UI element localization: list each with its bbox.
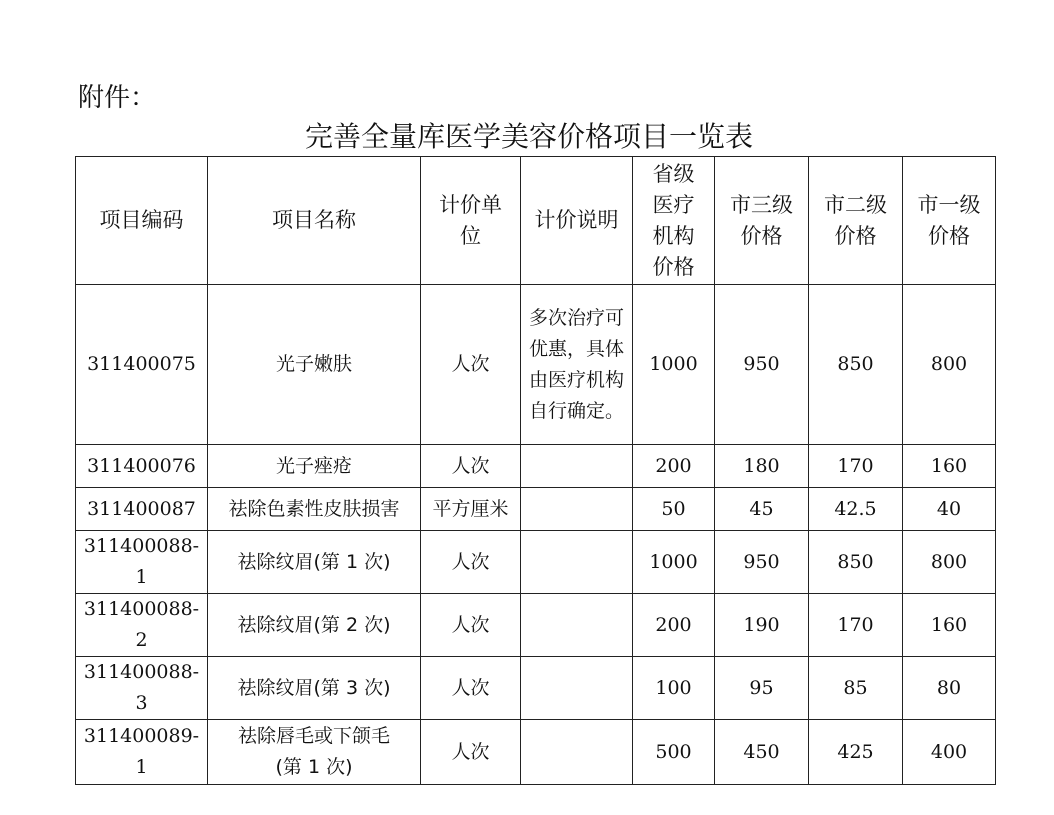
cell-code: 311400076 <box>76 445 208 488</box>
header-note: 计价说明 <box>521 157 633 285</box>
cell-note <box>521 531 633 594</box>
cell-provincial: 500 <box>633 720 715 785</box>
header-code: 项目编码 <box>76 157 208 285</box>
cell-city2: 42.5 <box>809 488 903 531</box>
cell-note <box>521 657 633 720</box>
cell-note: 多次治疗可优惠，具体由医疗机构自行确定。 <box>521 285 633 445</box>
cell-city2: 170 <box>809 594 903 657</box>
cell-code: 311400088-1 <box>76 531 208 594</box>
cell-note <box>521 488 633 531</box>
cell-name: 祛除色素性皮肤损害 <box>208 488 421 531</box>
cell-city1: 160 <box>903 594 996 657</box>
cell-city3: 950 <box>715 285 809 445</box>
table-row <box>76 531 996 594</box>
cell-city2: 170 <box>809 445 903 488</box>
cell-code: 311400087 <box>76 488 208 531</box>
cell-name: 祛除纹眉(第 2 次) <box>208 594 421 657</box>
cell-unit: 人次 <box>421 531 521 594</box>
cell-note <box>521 720 633 785</box>
cell-code: 311400088-3 <box>76 657 208 720</box>
cell-provincial: 1000 <box>633 285 715 445</box>
cell-city2: 850 <box>809 531 903 594</box>
table-row <box>76 285 996 445</box>
header-name: 项目名称 <box>208 157 421 285</box>
cell-unit: 人次 <box>421 657 521 720</box>
cell-code: 311400075 <box>76 285 208 445</box>
table-row <box>76 488 996 531</box>
cell-unit: 人次 <box>421 594 521 657</box>
attachment-label: 附件： <box>78 83 157 113</box>
cell-city2: 85 <box>809 657 903 720</box>
cell-unit: 人次 <box>421 445 521 488</box>
table-row <box>76 594 996 657</box>
header-city2: 市二级价格 <box>809 157 903 285</box>
cell-code: 311400089-1 <box>76 720 208 785</box>
cell-city1: 800 <box>903 285 996 445</box>
table-row <box>76 657 996 720</box>
cell-city1: 80 <box>903 657 996 720</box>
cell-city2: 425 <box>809 720 903 785</box>
table-row <box>76 720 996 785</box>
cell-name: 光子痤疮 <box>208 445 421 488</box>
table-header-row <box>76 157 996 285</box>
cell-name: 祛除纹眉(第 1 次) <box>208 531 421 594</box>
cell-city1: 160 <box>903 445 996 488</box>
cell-provincial: 100 <box>633 657 715 720</box>
cell-city1: 40 <box>903 488 996 531</box>
cell-note <box>521 594 633 657</box>
cell-unit: 人次 <box>421 285 521 445</box>
page-title: 完善全量库医学美容价格项目一览表 <box>304 120 753 153</box>
header-city1: 市一级价格 <box>903 157 996 285</box>
table-row <box>76 445 996 488</box>
header-unit: 计价单位 <box>421 157 521 285</box>
cell-code: 311400088-2 <box>76 594 208 657</box>
cell-city1: 400 <box>903 720 996 785</box>
cell-name: 祛除唇毛或下颌毛(第 1 次) <box>208 720 421 785</box>
cell-unit: 人次 <box>421 720 521 785</box>
cell-city1: 800 <box>903 531 996 594</box>
cell-provincial: 200 <box>633 445 715 488</box>
cell-provincial: 200 <box>633 594 715 657</box>
cell-city2: 850 <box>809 285 903 445</box>
cell-city3: 450 <box>715 720 809 785</box>
header-provincial: 省级医疗机构价格 <box>633 157 715 285</box>
cell-name: 光子嫩肤 <box>208 285 421 445</box>
cell-city3: 45 <box>715 488 809 531</box>
price-table <box>75 156 996 785</box>
cell-unit: 平方厘米 <box>421 488 521 531</box>
header-city3: 市三级价格 <box>715 157 809 285</box>
cell-city3: 950 <box>715 531 809 594</box>
cell-provincial: 1000 <box>633 531 715 594</box>
cell-city3: 190 <box>715 594 809 657</box>
cell-city3: 180 <box>715 445 809 488</box>
cell-provincial: 50 <box>633 488 715 531</box>
cell-name: 祛除纹眉(第 3 次) <box>208 657 421 720</box>
cell-note <box>521 445 633 488</box>
cell-city3: 95 <box>715 657 809 720</box>
